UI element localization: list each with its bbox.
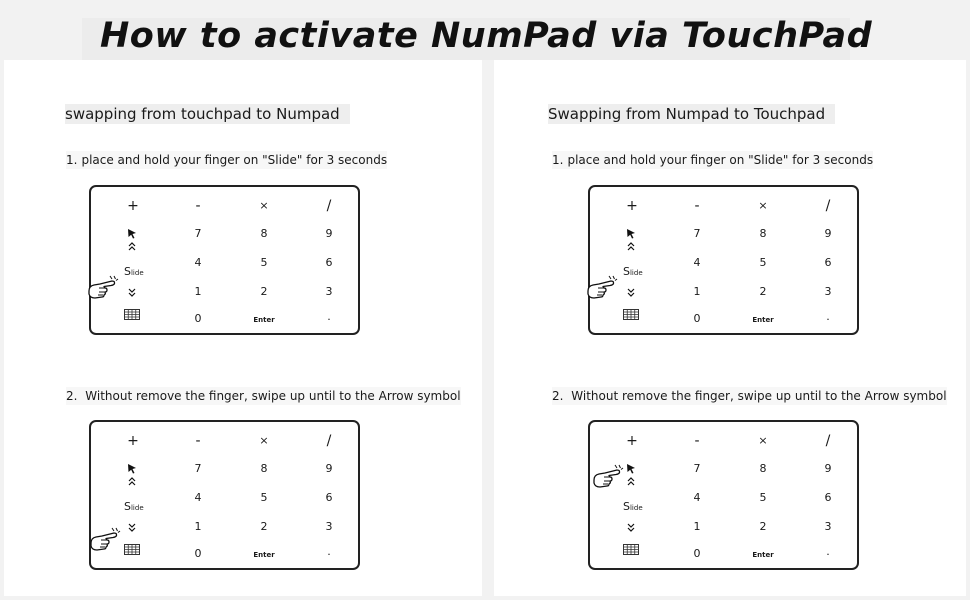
- key-3: 3: [325, 520, 333, 533]
- key-divide: /: [326, 433, 332, 449]
- key-0: 0: [693, 547, 701, 560]
- key-9: 9: [325, 462, 333, 475]
- key-4: 4: [194, 491, 202, 504]
- key-5: 5: [759, 491, 767, 504]
- grid-icon: [623, 309, 639, 320]
- right-step-2-number: 2.: [552, 389, 564, 403]
- slide-label-initial: S: [124, 500, 131, 513]
- key-5: 5: [759, 256, 767, 269]
- numpad-diagram-3: [89, 420, 360, 570]
- key-divide: /: [825, 198, 831, 214]
- cursor-arrow-icon: [626, 228, 636, 239]
- cursor-arrow-icon: [127, 228, 137, 239]
- key-8: 8: [260, 227, 268, 240]
- right-step-2-text: Without remove the finger, swipe up until to the Arrow symbol: [571, 389, 947, 403]
- double-chevron-up-icon: [627, 477, 635, 487]
- key-plus: +: [127, 198, 139, 214]
- right-step-1: [552, 151, 873, 169]
- key-minus: -: [694, 198, 700, 214]
- grid-icon: [124, 544, 140, 555]
- key-minus: -: [694, 433, 700, 449]
- key-divide: /: [326, 198, 332, 214]
- key-enter: Enter: [253, 551, 275, 559]
- key-3: 3: [325, 285, 333, 298]
- slide-label-initial: S: [623, 265, 630, 278]
- left-heading: swapping from touchpad to Numpad: [65, 104, 350, 124]
- key-divide: /: [825, 433, 831, 449]
- double-chevron-down-icon: [627, 522, 635, 532]
- left-step-2-text: Without remove the finger, swipe up until to the Arrow symbol: [85, 389, 461, 403]
- key-6: 6: [325, 491, 333, 504]
- key-7: 7: [194, 462, 202, 475]
- left-step-1: [66, 151, 387, 169]
- key-7: 7: [693, 227, 701, 240]
- key-2: 2: [260, 285, 268, 298]
- key-7: 7: [194, 227, 202, 240]
- key-4: 4: [194, 256, 202, 269]
- key-1: 1: [693, 520, 701, 533]
- key-minus: -: [195, 433, 201, 449]
- key-4: 4: [693, 491, 701, 504]
- key-0: 0: [693, 312, 701, 325]
- key-8: 8: [260, 462, 268, 475]
- slide-label-rest: lide: [629, 504, 643, 512]
- double-chevron-down-icon: [128, 287, 136, 297]
- key-1: 1: [194, 520, 202, 533]
- left-step-2-number: 2.: [66, 389, 78, 403]
- left-step-1-number: 1.: [66, 153, 78, 167]
- pointing-hand-icon: [88, 525, 122, 555]
- key-enter: Enter: [253, 316, 275, 324]
- key-5: 5: [260, 256, 268, 269]
- key-9: 9: [325, 227, 333, 240]
- key-8: 8: [759, 227, 767, 240]
- slide-label-initial: S: [124, 265, 131, 278]
- key-multiply: ×: [259, 199, 269, 212]
- key-6: 6: [824, 256, 832, 269]
- key-3: 3: [824, 285, 832, 298]
- key-multiply: ×: [259, 434, 269, 447]
- key-multiply: ×: [758, 434, 768, 447]
- slide-label-rest: lide: [130, 504, 144, 512]
- key-enter: Enter: [752, 551, 774, 559]
- page-title: How to activate NumPad via TouchPad: [100, 16, 873, 56]
- key-plus: +: [127, 433, 139, 449]
- cursor-arrow-icon: [127, 463, 137, 474]
- key-enter: Enter: [752, 316, 774, 324]
- slide-label: [623, 500, 643, 513]
- key-2: 2: [759, 520, 767, 533]
- key-plus: +: [626, 198, 638, 214]
- key-1: 1: [693, 285, 701, 298]
- numpad-diagram-4: [588, 420, 859, 570]
- double-chevron-up-icon: [627, 242, 635, 252]
- right-step-2: [552, 387, 947, 405]
- key-0: 0: [194, 312, 202, 325]
- left-step-2: [66, 387, 461, 405]
- right-heading: Swapping from Numpad to Touchpad: [548, 104, 835, 124]
- key-dot: .: [327, 545, 331, 558]
- right-step-1-text: place and hold your finger on "Slide" for 3 seconds: [567, 153, 874, 167]
- key-1: 1: [194, 285, 202, 298]
- key-9: 9: [824, 227, 832, 240]
- key-6: 6: [325, 256, 333, 269]
- slide-label: [124, 500, 144, 513]
- key-2: 2: [260, 520, 268, 533]
- double-chevron-up-icon: [128, 477, 136, 487]
- key-dot: .: [826, 545, 830, 558]
- key-0: 0: [194, 547, 202, 560]
- key-7: 7: [693, 462, 701, 475]
- grid-icon: [124, 309, 140, 320]
- slide-label-rest: lide: [130, 269, 144, 277]
- key-minus: -: [195, 198, 201, 214]
- slide-label-rest: lide: [629, 269, 643, 277]
- key-4: 4: [693, 256, 701, 269]
- key-9: 9: [824, 462, 832, 475]
- cursor-arrow-icon: [626, 463, 636, 474]
- key-6: 6: [824, 491, 832, 504]
- left-step-1-text: place and hold your finger on "Slide" for 3 seconds: [81, 153, 388, 167]
- key-dot: .: [826, 310, 830, 323]
- double-chevron-down-icon: [627, 287, 635, 297]
- key-3: 3: [824, 520, 832, 533]
- key-2: 2: [759, 285, 767, 298]
- numpad-diagram-1: [89, 185, 360, 335]
- key-plus: +: [626, 433, 638, 449]
- double-chevron-up-icon: [128, 242, 136, 252]
- slide-label: [124, 265, 144, 278]
- key-multiply: ×: [758, 199, 768, 212]
- pointing-hand-icon: [585, 273, 619, 303]
- numpad-diagram-2: [588, 185, 859, 335]
- right-step-1-number: 1.: [552, 153, 564, 167]
- key-8: 8: [759, 462, 767, 475]
- slide-label-initial: S: [623, 500, 630, 513]
- double-chevron-down-icon: [128, 522, 136, 532]
- pointing-hand-icon: [86, 273, 120, 303]
- slide-label: [623, 265, 643, 278]
- pointing-hand-icon: [591, 462, 625, 492]
- key-5: 5: [260, 491, 268, 504]
- grid-icon: [623, 544, 639, 555]
- key-dot: .: [327, 310, 331, 323]
